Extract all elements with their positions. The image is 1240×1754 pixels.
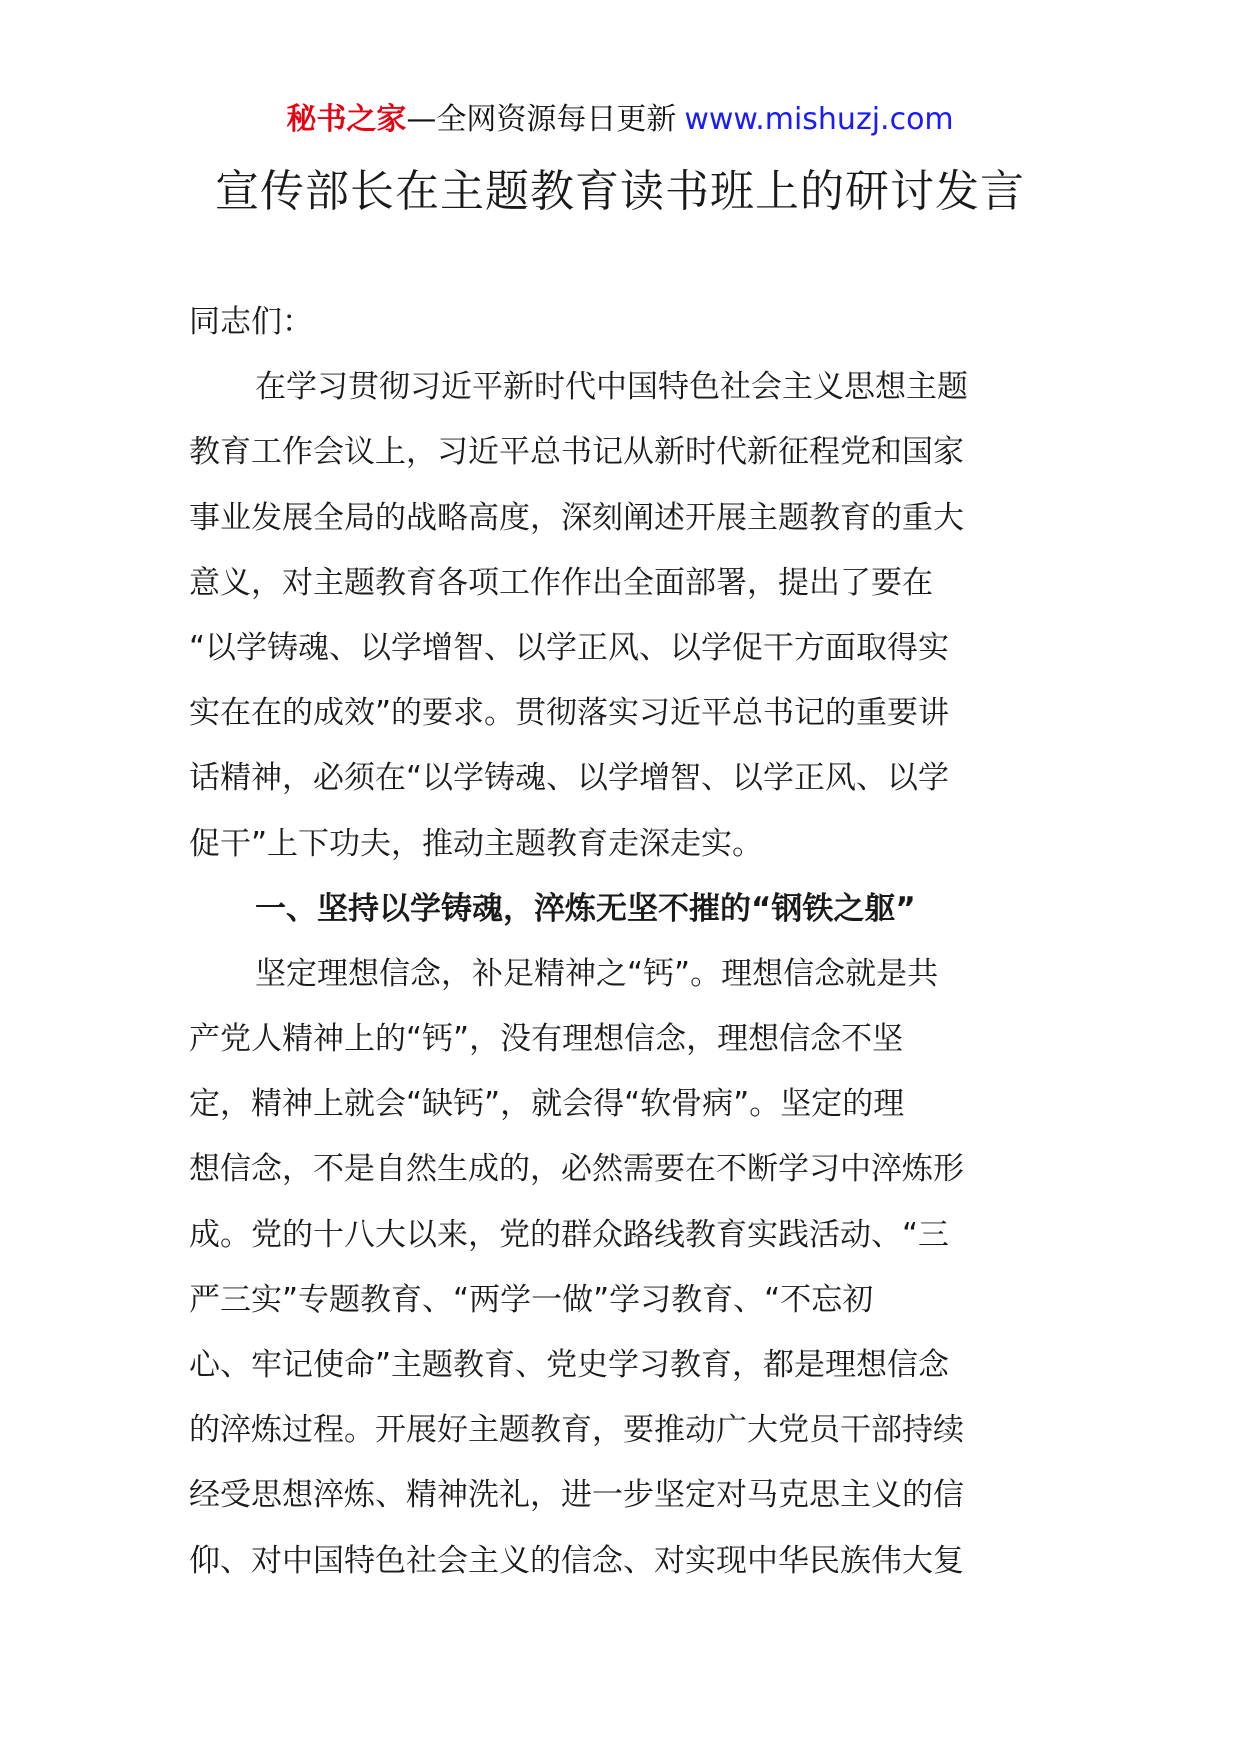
paragraph-line: 经受思想淬炼、精神洗礼，进一步坚定对马克思主义的信: [189, 1477, 964, 1514]
paragraph-line: 心、牢记使命”主题教育、党史学习教育，都是理想信念: [189, 1347, 950, 1383]
document-body: [189, 290, 1054, 1594]
paragraph-line: 产党人精神上的“钙”，没有理想信念，理想信念不坚: [189, 1021, 904, 1058]
paragraph-line: 事业发展全局的战略高度，深刻阐述开展主题教育的重大: [189, 499, 964, 536]
site-banner: [0, 100, 1240, 140]
paragraph-line: 意义，对主题教育各项工作作出全面部署，提出了要在: [189, 564, 933, 601]
paragraph-line: 的淬炼过程。开展好主题教育，要推动广大党员干部持续: [189, 1412, 964, 1449]
paragraph-line: 话精神，必须在“以学铸魂、以学增智、以学正风、以学: [189, 760, 950, 797]
paragraph-line: 想信念，不是自然生成的，必然需要在不断学习中淬炼形: [189, 1151, 964, 1188]
paragraph-line: 在学习贯彻习近平新时代中国特色社会主义思想主题: [255, 369, 968, 406]
site-name: 秘书之家: [286, 102, 407, 137]
site-tagline: —全网资源每日更新: [406, 102, 677, 137]
paragraph-line: 仰、对中国特色社会主义的信念、对实现中华民族伟大复: [189, 1542, 964, 1579]
paragraph-line: 实在在的成效”的要求。贯彻落实习近平总书记的重要讲: [189, 695, 950, 732]
paragraph-line: 严三实”专题教育、“两学一做”学习教育、“不忘初: [189, 1281, 874, 1318]
section-heading: 一、坚持以学铸魂，淬炼无坚不摧的“钢铁之躯”: [255, 890, 916, 927]
paragraph-line: 定，精神上就会“缺钙”，就会得“软骨病”。坚定的理: [189, 1086, 905, 1123]
paragraph-line: 促干”上下功夫，推动主题教育走深走实。: [189, 825, 764, 862]
document-title: 宣传部长在主题教育读书班上的研讨发言: [215, 166, 1025, 217]
paragraph-line: 坚定理想信念，补足精神之“钙”。理想信念就是共: [255, 955, 939, 992]
paragraph-line: 成。党的十八大以来，党的群众路线教育实践活动、“三: [189, 1216, 950, 1253]
site-url-link[interactable]: www.mishuzj.com: [684, 102, 954, 137]
salutation: 同志们：: [189, 304, 313, 340]
paragraph-line: 教育工作会议上，习近平总书记从新时代新征程党和国家: [189, 434, 964, 471]
paragraph-line: “以学铸魂、以学增智、以学正风、以学促干方面取得实: [189, 629, 950, 666]
